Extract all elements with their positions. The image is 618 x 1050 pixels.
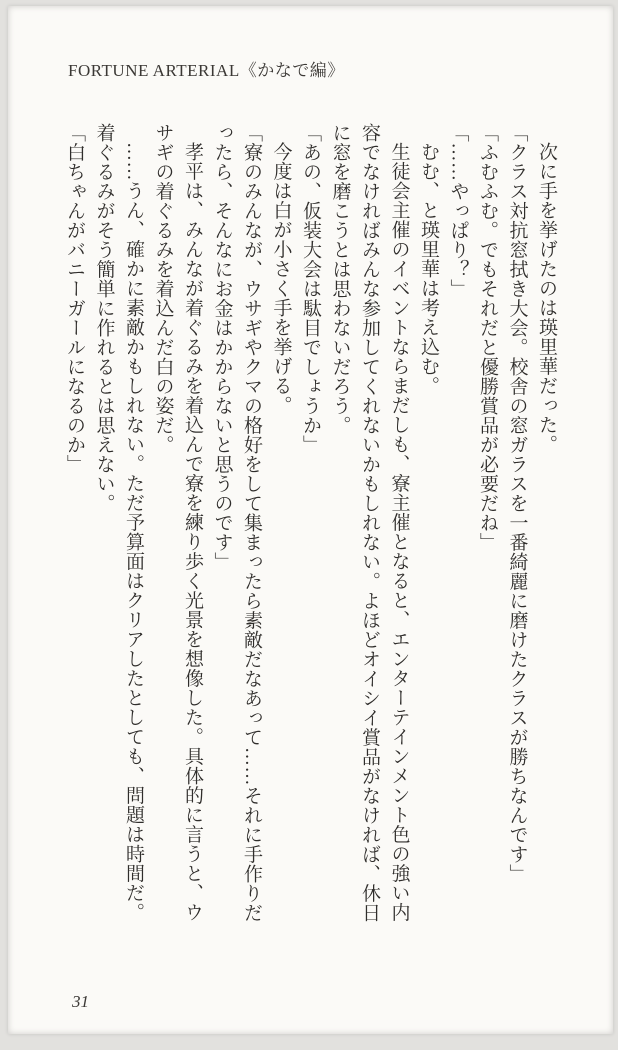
paragraph: 「あの、仮装大会は駄目でしょうか」 [300, 123, 321, 455]
paragraph: むむ、と瑛里華は考え込む。 [418, 142, 439, 396]
running-header: FORTUNE ARTERIAL《かなで編》 [68, 61, 345, 80]
body-text [60, 123, 562, 929]
paragraph: 「……やっぱり？」 [447, 123, 469, 299]
paragraph: 生徒会主催のイベントならまだしも、寮主催となると、エンターテインメント色の強い内容でなければみんな参加してくれないかもしれない。よほどオイシイ賞品がなければ、休日に窓を磨こうとは思わないだろう。 [329, 123, 410, 923]
paragraph: ……うん、確かに素敵かもしれない。ただ予算面はクリアしたとしても、問題は時間だ。着ぐるみがそう簡単に作れるとは思えない。 [93, 123, 144, 922]
page-number: 31 [72, 992, 89, 1011]
paragraph: 「白ちゃんがバニーガールになるのか」 [64, 123, 85, 474]
paragraph: 「ふむふむ。でもそれだと優勝賞品が必要だね」 [477, 123, 498, 552]
paragraph: 「寮のみんなが、ウサギやクマの格好をして集まったら素敵だなあって……それに手作りだったら、そんなにお金はかからないと思うのです」 [211, 123, 262, 923]
paragraph: 孝平は、みんなが着ぐるみを着込んで寮を練り歩く光景を想像した。具体的に言うと、ウサギの着ぐるみを着込んだ白の姿だ。 [152, 123, 203, 922]
paragraph: 「クラス対抗窓拭き大会。校舎の窓ガラスを一番綺麗に磨けたクラスが勝ちなんです」 [506, 123, 528, 884]
paragraph: 次に手を挙げたのは瑛里華だった。 [536, 142, 557, 454]
book-page [8, 6, 613, 1034]
paragraph: 今度は白が小さく手を挙げる。 [270, 142, 292, 415]
